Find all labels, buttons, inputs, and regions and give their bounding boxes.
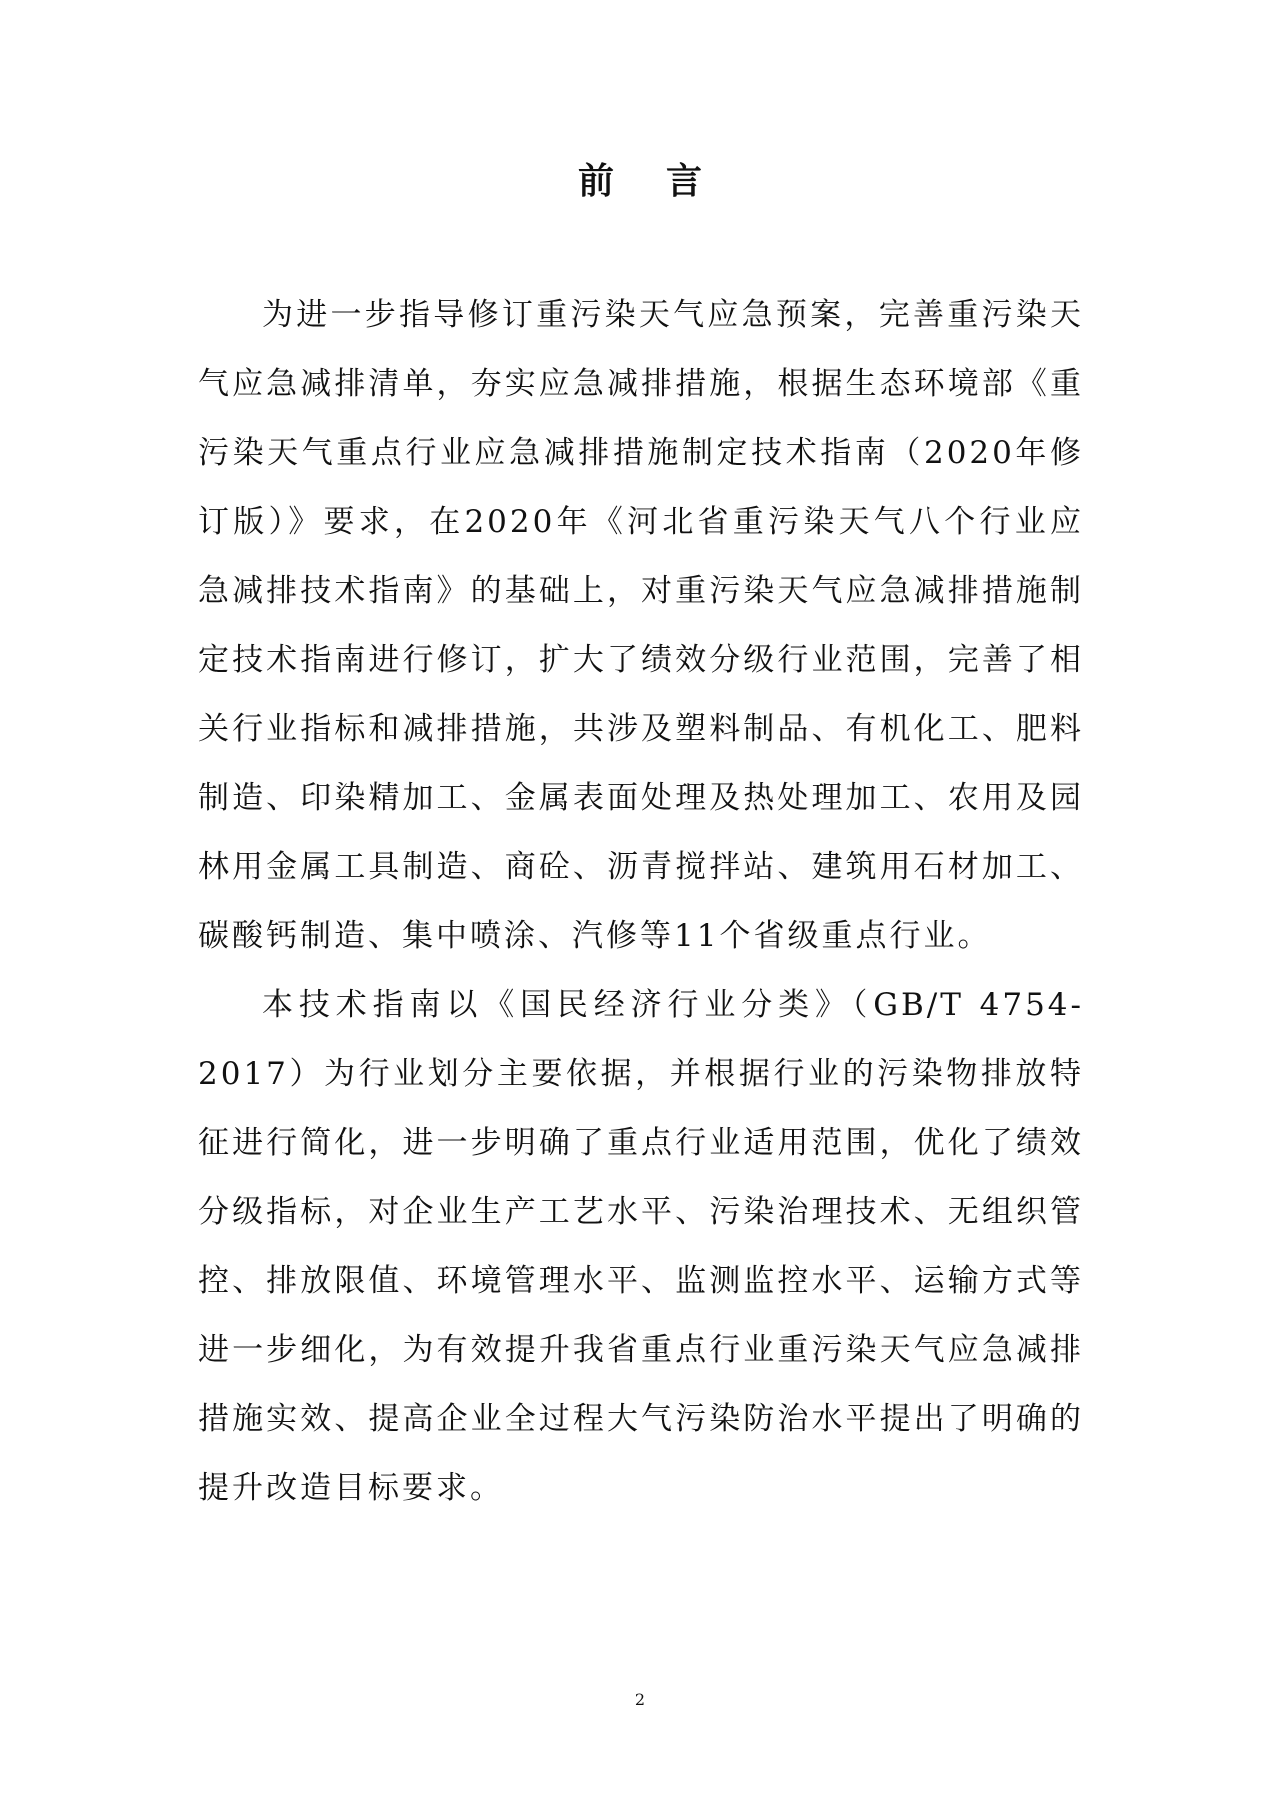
paragraph-1: 为进一步指导修订重污染天气应急预案，完善重污染天气应急减排清单，夯实应急减排措施，根据生态环境部《重污染天气重点行业应急减排措施制定技术指南（2020年修订版）》要求，在2020年《河北省重污染天气八个行业应急减排技术指南》的基础上，对重污染天气应急减排措施制定技术指南进行修订，扩大了绩效分级行业范围，完善了相关行业指标和减排措施，共涉及塑料制品、有机化工、肥料制造、印染精加工、金属表面处理及热处理加工、农用及园林用金属工具制造、商砼、沥青搅拌站、建筑用石材加工、碳酸钙制造、集中喷涂、汽修等11个省级重点行业。 (198, 297, 1084, 954)
body-text (198, 281, 1084, 1523)
paragraph-2: 本技术指南以《国民经济行业分类》（GB/T 4754-2017）为行业划分主要依据，并根据行业的污染物排放特征进行简化，进一步明确了重点行业适用范围，优化了绩效分级指标，对企业生产工艺水平、污染治理技术、无组织管控、排放限值、环境管理水平、监测监控水平、运输方式等进一步细化，为有效提升我省重点行业重污染天气应急减排措施实效、提高企业全过程大气污染防治水平提出了明确的提升改造目标要求。 (198, 987, 1084, 1506)
page-title: 前言 (577, 160, 754, 202)
page-number: 2 (634, 1690, 646, 1709)
